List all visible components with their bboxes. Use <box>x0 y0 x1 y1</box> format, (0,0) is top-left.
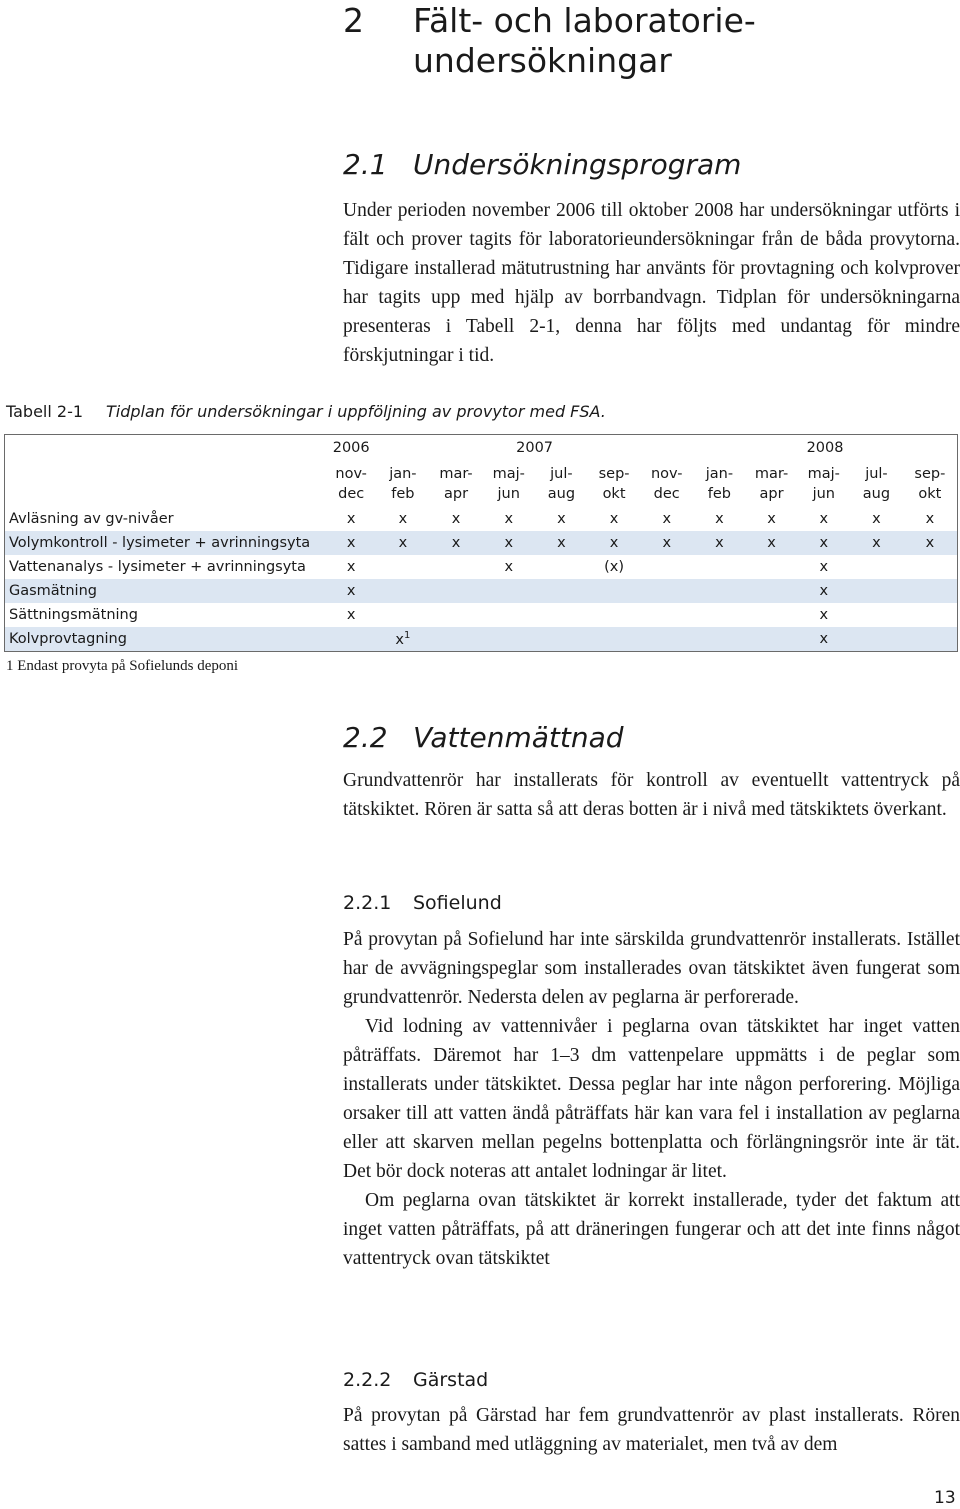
table-cell <box>850 603 903 627</box>
section-title-2-2-1: Sofielund <box>413 892 502 914</box>
cell-mark: x <box>662 511 672 527</box>
table-cell <box>903 507 958 531</box>
section-2-2-1-body <box>343 925 960 1273</box>
table-row <box>5 555 958 579</box>
table-cell <box>850 507 903 531</box>
cell-mark: x <box>925 535 935 551</box>
month-header-bottom: jun <box>497 486 520 502</box>
month-header <box>326 461 376 507</box>
cell-mark: x <box>819 583 829 599</box>
month-header-top: mar- <box>754 466 789 482</box>
table-caption-label: Tabell 2-1 <box>6 402 84 421</box>
month-header-top: maj- <box>492 466 525 482</box>
table-cell <box>482 531 535 555</box>
table-cell <box>588 603 641 627</box>
table-cell <box>746 531 798 555</box>
table-cell <box>535 627 588 652</box>
month-header-top: jan- <box>705 466 734 482</box>
cell-mark: x <box>819 631 829 647</box>
table-cell <box>588 627 641 652</box>
month-header <box>376 461 430 507</box>
table-footnote: 1 Endast provyta på Sofielunds deponi <box>6 658 239 674</box>
paragraph: Vid lodning av vattennivåer i peglarna ovan tätskiktet har inget vatten påträffats. Däremot har 1–3 dm vattenpelare uppmätts i de peglar som installerats under tätskiktet. Dessa peglar har inte någon perforering. Möjliga orsaker till att vatten ändå påträffats här kan vara fel i installation av peglarna eller att skarven mellan pegelns bottenplatta och förlängningsrör inte är tät. Det bör dock noteras att antalet lodningar är litet. <box>343 1016 960 1182</box>
section-2-2-2-body: På provytan på Gärstad har fem grundvattenrör av plast installerats. Rören sattes i samband med utläggning av materialet, men två av dem <box>343 1405 960 1455</box>
cell-mark: x <box>819 535 829 551</box>
cell-mark: x <box>504 511 514 527</box>
table-cell <box>482 603 535 627</box>
cell-mark: x <box>609 535 619 551</box>
table-cell <box>693 531 746 555</box>
month-header <box>535 461 588 507</box>
table-cell <box>746 507 798 531</box>
table-row <box>5 579 958 603</box>
section-number: 2.1 <box>343 148 388 181</box>
table-cell <box>482 579 535 603</box>
month-header <box>797 461 850 507</box>
table-cell <box>430 531 483 555</box>
month-header-bottom: aug <box>547 486 576 502</box>
table-cell <box>430 555 483 579</box>
cell-mark: x <box>557 511 566 527</box>
chapter-number: 2 <box>343 1 364 40</box>
cell-mark: x <box>346 583 356 599</box>
table-cell <box>430 507 483 531</box>
table-cell <box>376 507 430 531</box>
table-cell <box>588 555 641 579</box>
section-number-2-2-1: 2.2.1 <box>343 892 392 914</box>
month-header-bottom: okt <box>918 486 942 502</box>
page-number: 13 <box>934 1488 956 1508</box>
table-cell <box>535 531 588 555</box>
table-cell <box>482 627 535 652</box>
month-header-top: mar- <box>439 466 473 482</box>
cell-mark: x <box>715 535 724 551</box>
month-header <box>482 461 535 507</box>
table-cell <box>797 627 850 652</box>
table-cell <box>850 555 903 579</box>
table-cell <box>903 531 958 555</box>
cell-mark: x <box>767 535 776 551</box>
cell-mark: x <box>715 511 724 527</box>
table-caption-text: Tidplan för undersökningar i uppföljning av provytor med FSA. <box>106 402 606 421</box>
month-header-bottom: dec <box>338 486 365 502</box>
table-cell <box>797 507 850 531</box>
section-number-2-2: 2.2 <box>343 721 388 754</box>
table-cell <box>640 555 693 579</box>
table-cell <box>903 627 958 652</box>
table-row <box>5 507 958 531</box>
table-cell <box>797 555 850 579</box>
table-cell <box>746 555 798 579</box>
table-cell <box>535 507 588 531</box>
cell-mark: x <box>346 607 356 623</box>
footnote-marker: 1 <box>403 630 411 642</box>
table-cell <box>693 603 746 627</box>
table-cell <box>535 579 588 603</box>
section-number-2-2-2: 2.2.2 <box>343 1369 392 1391</box>
table-cell <box>430 627 483 652</box>
cell-mark: x <box>398 511 408 527</box>
cell-mark: x <box>504 559 514 575</box>
table-cell <box>482 507 535 531</box>
cell-mark: x <box>767 511 776 527</box>
cell-mark: x <box>346 559 356 575</box>
table-cell <box>326 603 376 627</box>
cell-mark: x <box>872 535 881 551</box>
paragraph: På provytan på Sofielund har inte särskilda grundvattenrör installerats. Istället har de avvägningspeglar som installerades ovan tätskiktet även fungerat som grundvattenrör. Nedersta delen av peglarna är perforerade. <box>343 929 960 1008</box>
table-cell <box>326 507 376 531</box>
cell-mark: x <box>557 535 566 551</box>
paragraph: Om peglarna ovan tätskiktet är korrekt installerade, tyder det faktum att inget vatten påträffats, på att dräneringen fungerar och att det inte finns något vattentryck ovan tätskiktet <box>343 1190 960 1269</box>
table-cell <box>903 603 958 627</box>
table-cell <box>850 579 903 603</box>
month-header-top: sep- <box>914 466 946 482</box>
cell-mark: x <box>504 535 514 551</box>
table-cell <box>797 603 850 627</box>
month-header-top: jan- <box>389 466 417 482</box>
month-header <box>693 461 746 507</box>
cell-mark: x <box>925 511 935 527</box>
cell-mark: x <box>872 511 881 527</box>
table-cell <box>693 579 746 603</box>
cell-mark: (x) <box>604 559 624 575</box>
cell-mark: x <box>819 607 829 623</box>
month-header-bottom: dec <box>653 486 680 502</box>
row-label: Vattenanalys - lysimeter + avrinningsyta <box>9 559 306 575</box>
row-label: Avläsning av gv-nivåer <box>9 511 174 527</box>
month-header-bottom: okt <box>602 486 626 502</box>
cell-mark: x <box>398 535 408 551</box>
month-header-top: nov- <box>335 466 367 482</box>
table-cell <box>376 603 430 627</box>
table-row <box>5 531 958 555</box>
table-cell <box>693 507 746 531</box>
table-cell <box>588 507 641 531</box>
row-label: Sättningsmätning <box>9 607 138 623</box>
year-header: 2007 <box>516 440 554 456</box>
section-2-1-body: Under perioden november 2006 till oktober 2008 har undersökningar utförts i fält och prover tagits för laboratorieundersökningar från de båda provytorna. Tidigare installerad mätutrustning har använts för provtagning och kolvprover har tagits upp med hjälp av borrbandvagn. Tidplan för undersökningarna presenteras i Tabell 2-1, denna har följts med undantag för mindre förskjutningar i tid. <box>343 200 960 366</box>
chapter-title-line1: Fält- och laboratorie- <box>413 1 756 40</box>
month-header <box>588 461 641 507</box>
month-header <box>640 461 693 507</box>
year-header: 2006 <box>332 440 370 456</box>
chapter-title-line2: undersökningar <box>413 41 672 80</box>
section-title-2-2-2: Gärstad <box>413 1369 489 1391</box>
table-cell <box>326 531 376 555</box>
month-header-bottom: feb <box>391 486 415 502</box>
month-header-bottom: apr <box>759 486 784 502</box>
month-header-bottom: aug <box>862 486 891 502</box>
month-header-top: sep- <box>598 466 630 482</box>
table-cell <box>640 627 693 652</box>
table-cell <box>903 579 958 603</box>
table-cell <box>797 531 850 555</box>
table-cell <box>746 579 798 603</box>
table-cell <box>430 603 483 627</box>
cell-mark: x <box>346 535 356 551</box>
table-row <box>5 627 958 652</box>
month-header-bottom: jun <box>812 486 835 502</box>
month-header-bottom: apr <box>444 486 469 502</box>
cell-mark: x <box>451 535 461 551</box>
month-header-bottom: feb <box>707 486 731 502</box>
table-cell <box>535 555 588 579</box>
cell-mark: x <box>395 631 404 648</box>
table-cell <box>850 627 903 652</box>
cell-mark: x <box>609 511 619 527</box>
month-header <box>903 461 958 507</box>
section-heading-2-1 <box>343 148 388 182</box>
cell-mark: x <box>819 511 829 527</box>
table-cell <box>376 579 430 603</box>
table-year-row <box>5 435 958 462</box>
table-cell <box>850 531 903 555</box>
table-cell <box>430 579 483 603</box>
table-cell <box>640 579 693 603</box>
month-header <box>746 461 798 507</box>
row-label: Kolvprovtagning <box>5 627 327 652</box>
table-cell <box>326 579 376 603</box>
table-month-row <box>5 461 958 507</box>
table-cell <box>746 627 798 652</box>
table-cell <box>797 579 850 603</box>
row-label: Gasmätning <box>5 579 327 603</box>
table-cell <box>693 555 746 579</box>
table-corner-cell <box>5 435 327 462</box>
cell-mark: x <box>819 559 829 575</box>
table-cell <box>746 603 798 627</box>
section-title-2-2: Vattenmättnad <box>413 721 624 754</box>
month-header <box>430 461 483 507</box>
month-header-top: jul- <box>550 466 573 482</box>
row-label: Volymkontroll - lysimeter + avrinningsyta <box>5 531 327 555</box>
table-corner-cell <box>5 461 327 507</box>
table-cell <box>326 555 376 579</box>
cell-mark: x <box>346 511 356 527</box>
table-cell <box>588 579 641 603</box>
table-cell <box>482 555 535 579</box>
table-cell <box>326 627 376 652</box>
table-cell <box>640 507 693 531</box>
table-cell <box>588 531 641 555</box>
table-row <box>5 603 958 627</box>
table-cell <box>535 603 588 627</box>
table-cell <box>376 531 430 555</box>
table-cell <box>640 603 693 627</box>
month-header-top: maj- <box>807 466 840 482</box>
cell-mark: x <box>662 535 672 551</box>
cell-mark: x <box>451 511 461 527</box>
month-header <box>850 461 903 507</box>
schedule-table <box>4 434 958 652</box>
table-cell <box>693 627 746 652</box>
year-header: 2008 <box>806 440 844 456</box>
month-header-top: jul- <box>865 466 888 482</box>
section-title-2-1: Undersökningsprogram <box>413 148 742 181</box>
month-header-top: nov- <box>650 466 683 482</box>
table-cell <box>903 555 958 579</box>
table-cell <box>376 555 430 579</box>
table-cell <box>640 531 693 555</box>
section-2-2-body: Grundvattenrör har installerats för kontroll av eventuellt vattentryck på tätskiktet. Rören är satta så att deras botten är i nivå med tätskiktets överkant. <box>343 770 960 820</box>
table-cell <box>376 627 430 652</box>
